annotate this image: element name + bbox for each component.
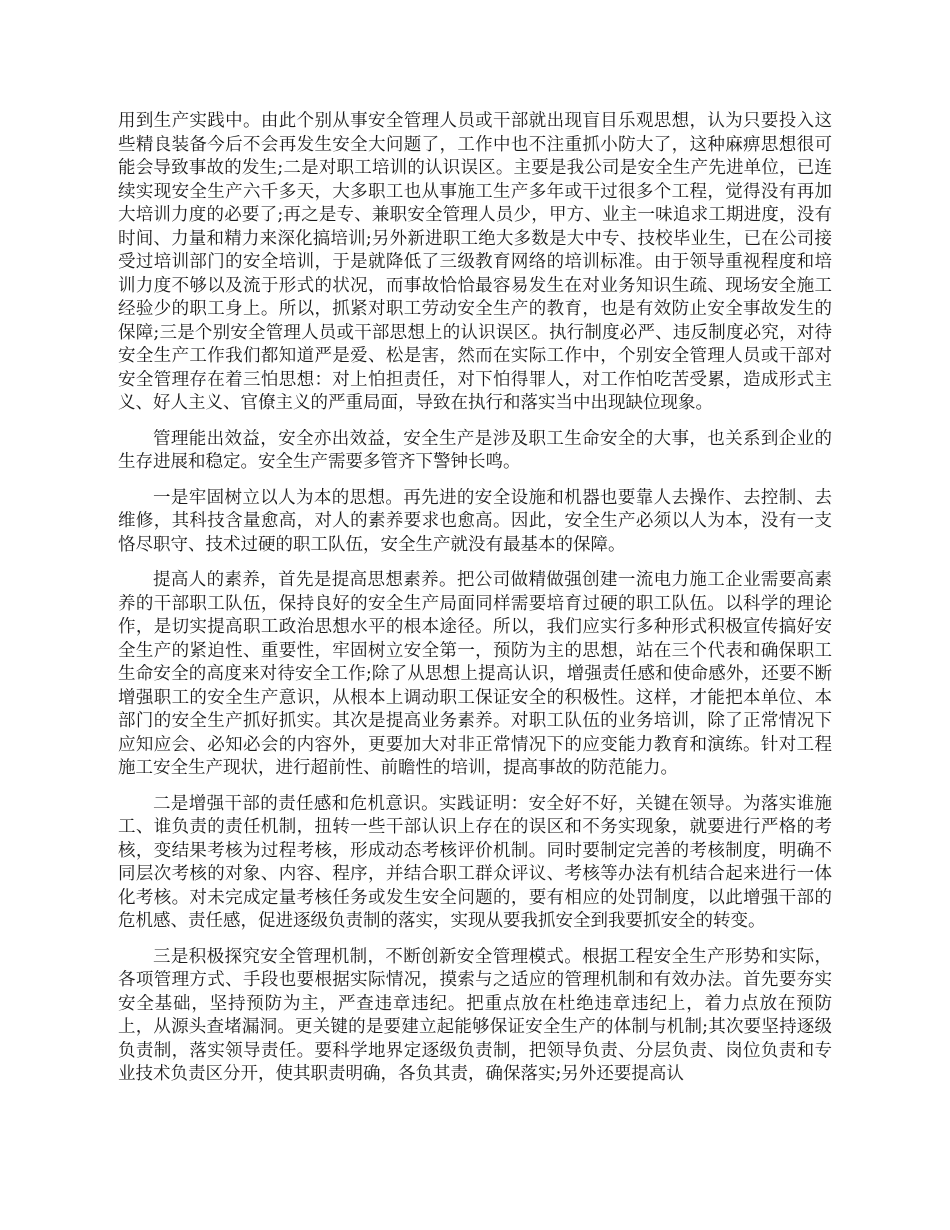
paragraph-people-oriented: 一是牢固树立以人为本的思想。再先进的安全设施和机器也要靠人去操作、去控制、去维修，其科技含量愈高，对人的素养要求也愈高。因此，安全生产必须以人为本，没有一支恪尽职守、技术过硬的职工队伍，安全生产就没有最基本的保障。: [118, 487, 832, 555]
document-page: [118, 110, 832, 1099]
paragraph-continuation: 用到生产实践中。由此个别从事安全管理人员或干部就出现盲目乐观思想，认为只要投入这些精良装备今后不会再发生安全大问题了，工作中也不注重抓小防大了，这种麻痹思想很可能会导致事故的发生;二是对职工培训的认识误区。主要是我公司是安全生产先进单位，已连续实现安全生产六千多天，大多职工也从事施工生产多年或干过很多个工程，觉得没有再加大培训力度的必要了;再之是专、兼职安全管理人员少，甲方、业主一味追求工期进度，没有时间、力量和精力来深化搞培训;另外新进职工绝大多数是大中专、技校毕业生，已在公司接受过培训部门的安全培训，于是就降低了三级教育网络的培训标准。由于领导重视程度和培训力度不够以及流于形式的状况，而事故恰恰最容易发生在对业务知识生疏、现场安全施工经验少的职工身上。所以，抓紧对职工劳动安全生产的教育，也是有效防止安全事故发生的保障;三是个别安全管理人员或干部思想上的认识误区。执行制度必严、违反制度必究，对待安全生产工作我们都知道严是爱、松是害，然而在实际工作中，个别安全管理人员或干部对安全管理存在着三怕思想：对上怕担责任，对下怕得罪人，对工作怕吃苦受累，造成形式主义、好人主义、官僚主义的严重局面，导致在执行和落实当中出现缺位现象。: [118, 111, 832, 413]
paragraph-management-benefit: 管理能出效益，安全亦出效益，安全生产是涉及职工生命安全的大事，也关系到企业的生存进展和稳定。安全生产需要多管齐下警钟长鸣。: [118, 428, 832, 472]
paragraph-cadre-responsibility: 二是增强干部的责任感和危机意识。实践证明：安全好不好，关键在领导。为落实谁施工、谁负责的责任机制，扭转一些干部认识上存在的误区和不务实现象，就要进行严格的考核，变结果考核为过程考核，形成动态考核评价机制。同时要制定完善的考核制度，明确不同层次考核的对象、内容、程序，并结合职工群众评议、考核等办法有机结合起来进行一体化考核。对未完成定量考核任务或发生安全问题的，要有相应的处罚制度，以此增强干部的危机感、责任感，促进逐级负责制的落实，实现从要我抓安全到我要抓安全的转变。: [118, 793, 832, 931]
paragraph-management-mechanism: 三是积极探究安全管理机制，不断创新安全管理模式。根据工程安全生产形势和实际，各项管理方式、手段也要根据实际情况，摸索与之适应的管理机制和有效办法。首先要夯实安全基础，坚持预防为主，严查违章违纪。把重点放在杜绝违章违纪上，着力点放在预防上，从源头查堵漏洞。更关键的是要建立起能够保证安全生产的体制与机制;其次要坚持逐级负责制，落实领导责任。要科学地界定逐级负责制，把领导负责、分层负责、岗位负责和专业技术负责区分开，使其职责明确，各负其责，确保落实;另外还要提高认: [118, 946, 832, 1084]
paragraph-improve-quality: 提高人的素养，首先是提高思想素养。把公司做精做强创建一流电力施工企业需要高素养的干部职工队伍，保持良好的安全生产局面同样需要培育过硬的职工队伍。以科学的理论作，是切实提高职工政治思想水平的根本途径。所以，我们应实行多种形式积极宣传搞好安全生产的紧迫性、重要性，牢固树立安全第一，预防为主的思想，站在三个代表和确保职工生命安全的高度来对待安全工作;除了从思想上提高认识，增强责任感和使命感外，还要不断增强职工的安全生产意识，从根本上调动职工保证安全的积极性。这样，才能把本单位、本部门的安全生产抓好抓实。其次是提高业务素养。对职工队伍的业务培训，除了正常情况下应知应会、必知必会的内容外，更要加大对非正常情况下的应变能力教育和演练。针对工程施工安全生产现状，进行超前性、前瞻性的培训，提高事故的防范能力。: [118, 570, 832, 778]
